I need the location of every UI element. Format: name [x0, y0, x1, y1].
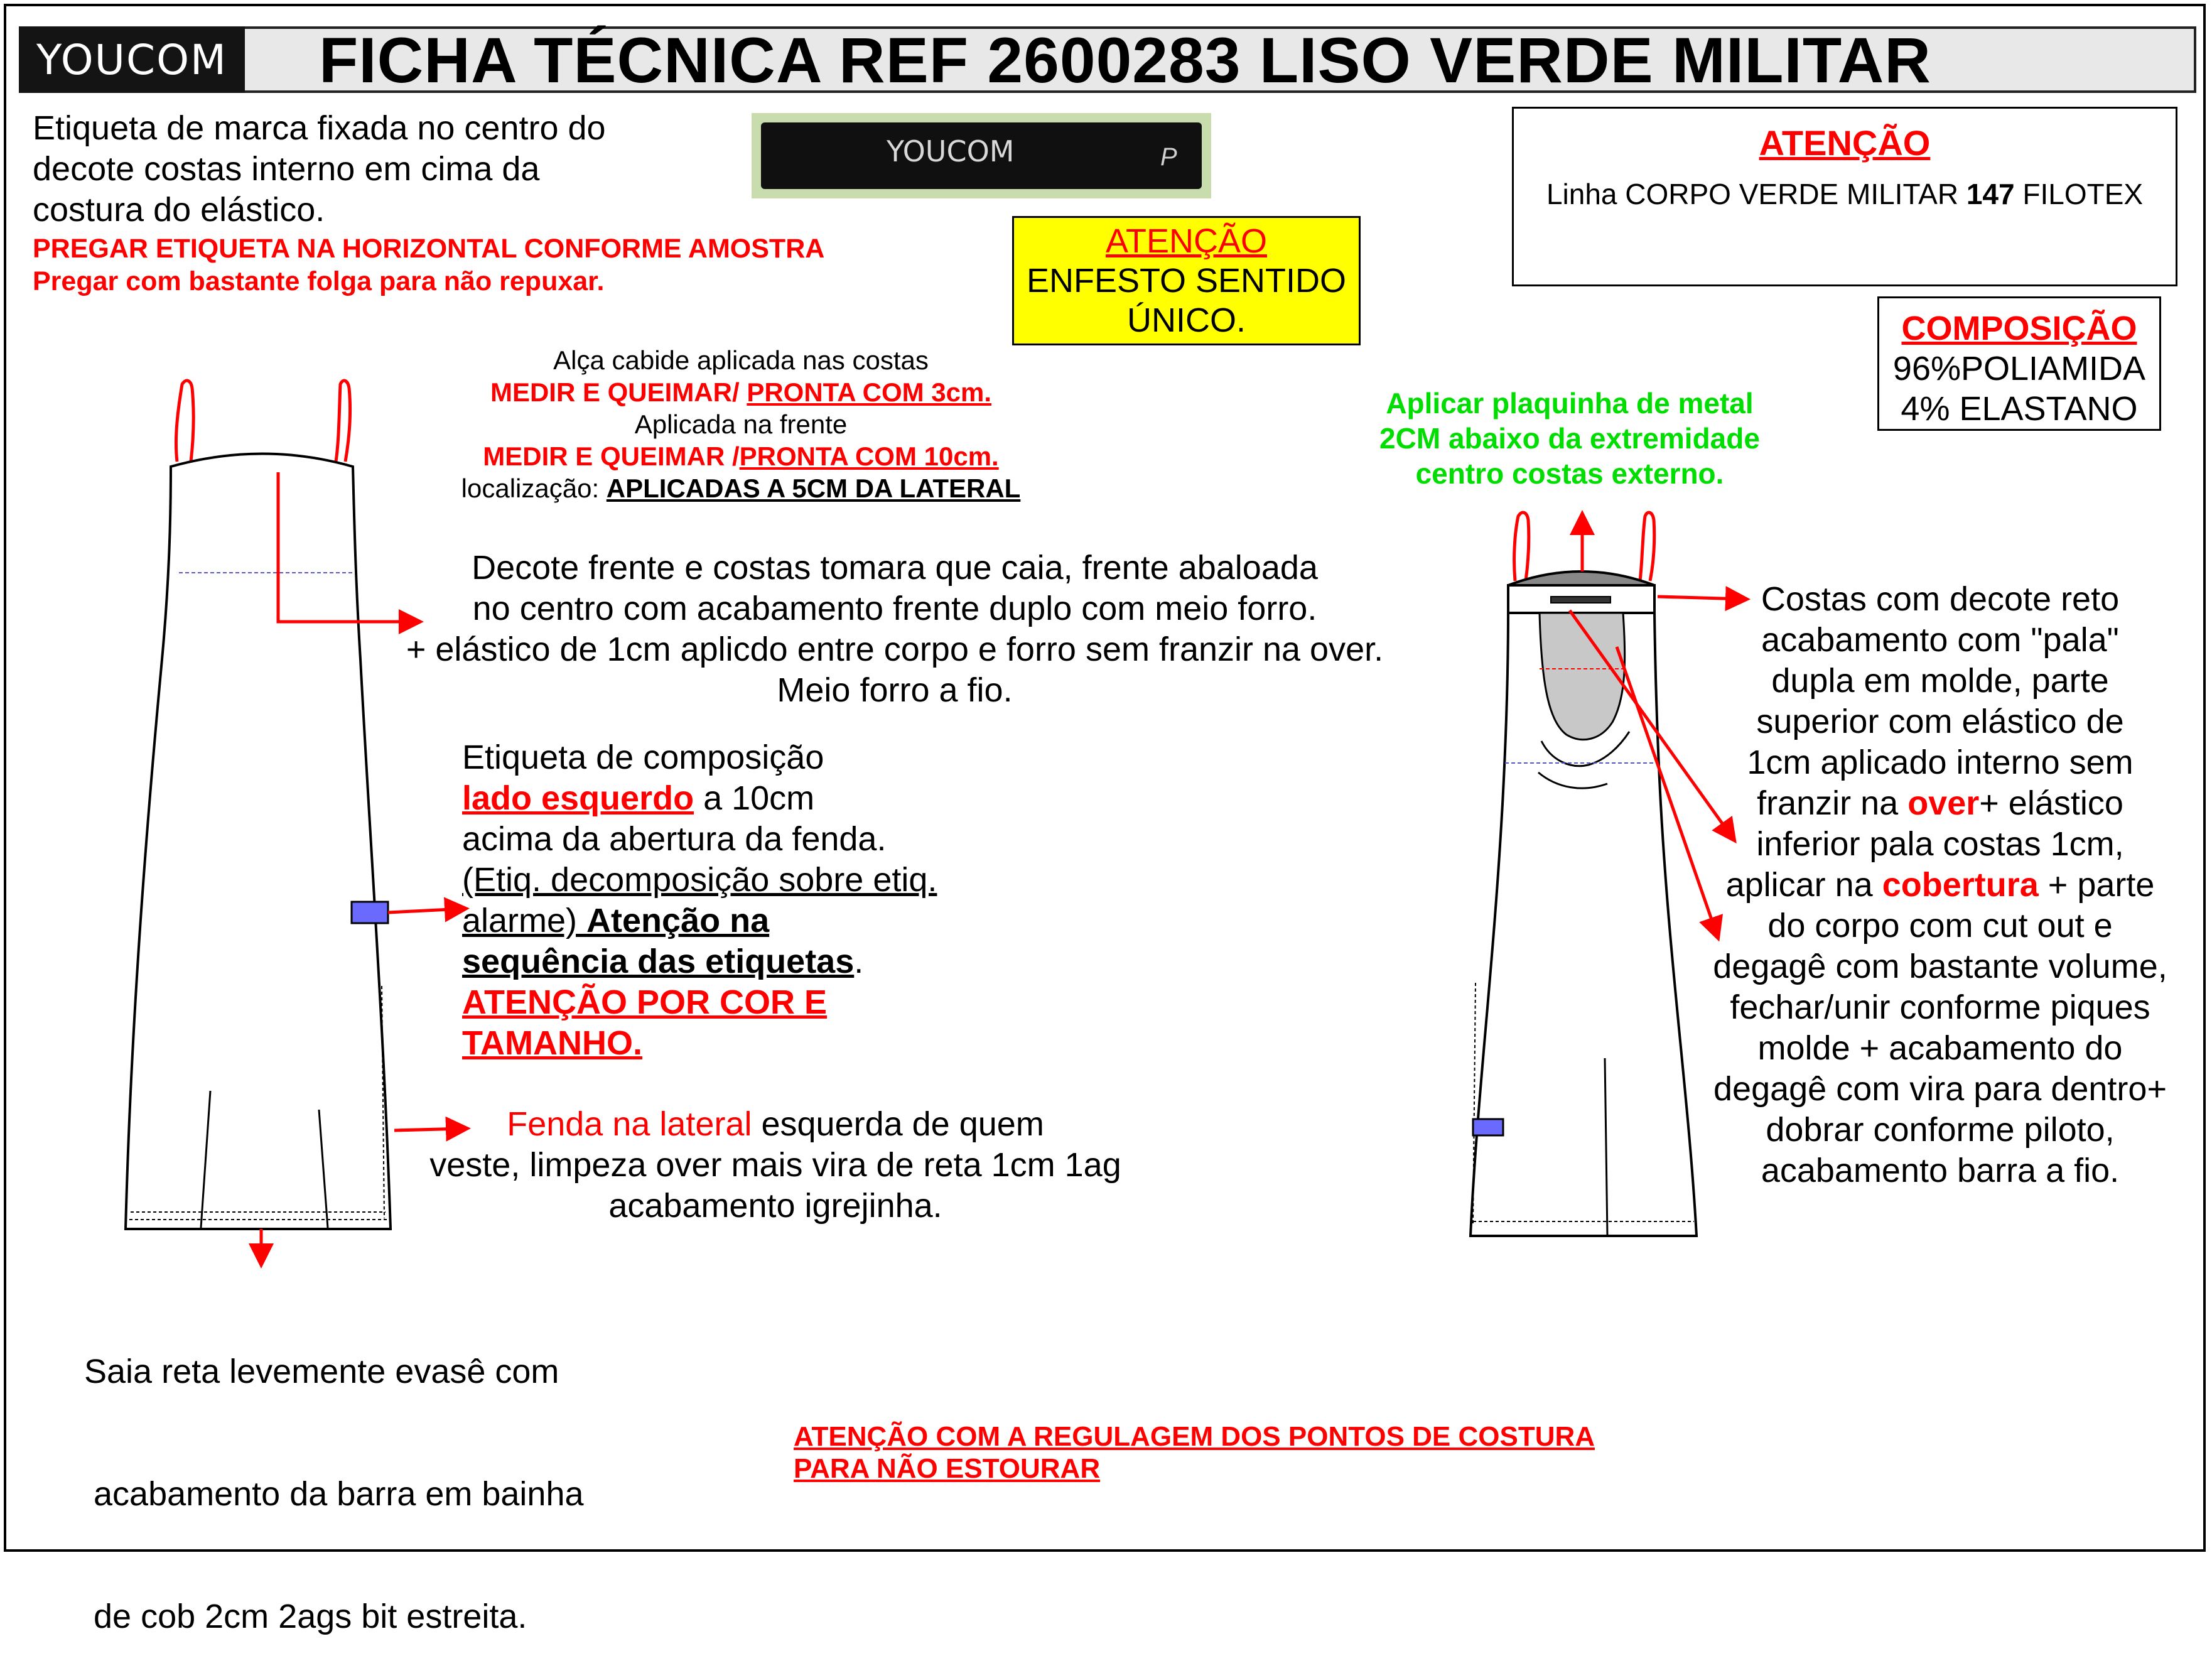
metal-plate-line: 2CM abaixo da extremidade [1379, 422, 1760, 455]
thread-text: Linha CORPO VERDE MILITAR [1546, 178, 1967, 210]
comp-label-height: a 10cm [694, 779, 815, 817]
slit-line: veste, limpeza over mais vira de reta 1cm 1ag [429, 1146, 1121, 1184]
thread-brand: FILOTEX [2014, 178, 2144, 210]
back-line: dupla em molde, parte [1771, 662, 2109, 700]
comp-label-line: ATENÇÃO POR COR E [462, 983, 828, 1021]
comp-label-sequence: sequência das etiquetas [462, 943, 855, 980]
back-text: franzir na [1757, 784, 1908, 822]
back-hanger-loop-left [1514, 512, 1529, 581]
back-brand-tag [1551, 597, 1610, 603]
front-dress-outline [126, 454, 391, 1230]
hanger-line: Aplicada na frente [634, 409, 848, 439]
composition-title: COMPOSIÇÃO [1901, 310, 2137, 347]
attention-thread-title: ATENÇÃO [1759, 123, 1931, 163]
comp-label-period: . [632, 1024, 642, 1062]
back-yoke-arrow [1658, 597, 1744, 599]
neckline-line: Decote frente e costas tomara que caia, frente abaloada [472, 549, 1318, 587]
comp-label-size: TAMANHO [462, 1024, 633, 1062]
back-hanger-loop-right [1640, 512, 1654, 581]
back-cover: cobertura [1882, 866, 2039, 904]
back-line: inferior pala costas 1cm, [1756, 825, 2124, 863]
back-line: molde + acabamento do [1757, 1029, 2123, 1067]
front-dress-sketch [126, 381, 391, 1229]
front-composition-label [352, 902, 388, 923]
neckline-line: no centro com acabamento frente duplo com meio forro. [472, 590, 1317, 627]
back-neck-curve [1508, 571, 1654, 585]
footer-line: ATENÇÃO COM A REGULAGEM DOS PONTOS DE COSTURA [794, 1421, 1595, 1452]
back-text: + elástico [1979, 784, 2123, 822]
comp-label-line: acima da abertura da fenda. [462, 820, 887, 858]
back-line: degagê com vira para dentro+ [1713, 1070, 2167, 1108]
skirt-line: Saia reta levemente evasê com [84, 1353, 559, 1390]
slit-side: Fenda na lateral [507, 1105, 752, 1143]
neckline-line: + elástico de 1cm aplicdo entre corpo e forro sem franzir na over. [406, 631, 1384, 668]
brand-tag-text: YOUCOM [887, 134, 1015, 168]
attention-spread-title: ATENÇÃO [1105, 222, 1268, 260]
skirt-line: de cob 2cm 2ags bit estreita. [84, 1598, 527, 1635]
comp-label-alarm: alarme) [462, 902, 587, 939]
comp-label-side: lado esquerdo [462, 779, 694, 817]
back-line: acabamento barra a fio. [1761, 1152, 2120, 1189]
brand-label-line: Etiqueta de marca fixada no centro do [33, 109, 606, 147]
hanger-line: Alça cabide aplicada nas costas [553, 345, 929, 375]
back-line: 1cm aplicado interno sem [1747, 744, 2134, 781]
skirt-line: acabamento da barra em bainha [84, 1475, 584, 1513]
brand-label-line: decote costas interno em cima da [33, 150, 540, 188]
attention-spread-line: ENFESTO SENTIDO [1026, 262, 1347, 300]
composition-line: 4% ELASTANO [1901, 390, 2138, 428]
thread-number: 147 [1966, 178, 2015, 210]
hanger-measure: MEDIR E QUEIMAR/ [490, 377, 747, 407]
back-over: over [1907, 784, 1980, 822]
back-line: degagê com bastante volume, [1713, 948, 2167, 985]
comp-label-arrow [388, 909, 463, 912]
back-line: acabamento com "pala" [1761, 621, 2119, 659]
back-line: do corpo com cut out e [1767, 907, 2113, 945]
front-hanger-loop-right [336, 381, 350, 462]
back-line: superior com elástico de [1756, 703, 2124, 740]
brand-tag-size: P [1160, 143, 1177, 171]
brand-label-line: costura do elástico. [33, 191, 325, 229]
comp-label-attention: Atenção na [586, 902, 770, 939]
metal-plate-line: Aplicar plaquinha de metal [1386, 387, 1754, 420]
slit-arrow [394, 1129, 465, 1130]
attention-spread-line: ÚNICO. [1127, 301, 1246, 339]
hanger-measure: MEDIR E QUEIMAR / [483, 441, 740, 471]
comp-label-line: (Etiq. decomposição sobre etiq. [462, 861, 937, 899]
back-composition-label [1473, 1119, 1503, 1135]
back-text: + parte [2038, 866, 2155, 904]
metal-plate-line: centro costas externo. [1415, 457, 1724, 490]
hanger-location-label: localização: [461, 474, 607, 503]
neckline-line: Meio forro a fio. [777, 671, 1013, 709]
back-text: aplicar na [1725, 866, 1882, 904]
slit-text: esquerda de quem [752, 1105, 1044, 1143]
composition-line: 96%POLIAMIDA [1892, 350, 2146, 387]
brand-logo: YOUCOM [19, 26, 245, 93]
hanger-ready: PRONTA COM 10cm. [739, 441, 999, 471]
slit-line: acabamento igrejinha. [608, 1187, 942, 1225]
back-line: fechar/unir conforme piques [1730, 988, 2150, 1026]
comp-label-line: Etiqueta de composição [462, 739, 824, 776]
hanger-ready: PRONTA COM 3cm. [747, 377, 992, 407]
brand-label-warning: PREGAR ETIQUETA NA HORIZONTAL CONFORME AMOSTRA [33, 234, 825, 264]
hanger-location: APLICADAS A 5CM DA LATERAL [606, 474, 1021, 503]
back-line: Costas com decote reto [1761, 580, 2120, 618]
back-line: dobrar conforme piloto, [1766, 1111, 2115, 1149]
brand-label-warning: Pregar com bastante folga para não repuxar. [33, 266, 605, 296]
front-hanger-loop-left [176, 381, 193, 462]
footer-line: PARA NÃO ESTOURAR [794, 1453, 1101, 1484]
back-dress-sketch [1470, 512, 1697, 1236]
page-title: FICHA TÉCNICA REF 2600283 LISO VERDE MILITAR [319, 24, 1931, 96]
comp-label-period: . [854, 943, 864, 980]
